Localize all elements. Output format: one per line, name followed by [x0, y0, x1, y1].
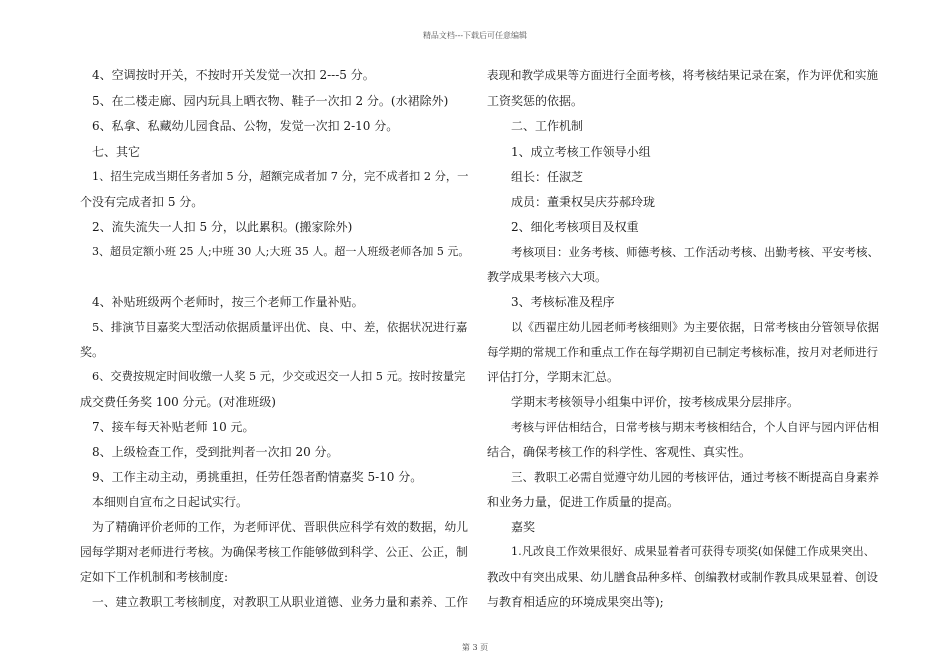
section-heading: 嘉奖: [511, 520, 536, 534]
text-line: 三、教职工必需自觉遵守幼儿园的考核评估，通过考核不断提高自身素养: [511, 470, 879, 484]
page-number: 第 3 页: [461, 643, 489, 652]
text-line: 工资奖惩的依据。: [487, 94, 584, 108]
text-line: 3、超员定额小班 25 人;中班 30 人;大班 35 人。超一人班级老师各加 5 元。: [92, 245, 470, 258]
text-line: 3、考核标准及程序: [511, 295, 615, 309]
text-line: 成交费任务奖 100 分元。(对准班级): [80, 395, 276, 409]
text-line: 奖。: [80, 345, 105, 359]
text-line: 7、接车每天补贴老师 10 元。: [92, 420, 255, 434]
text-line: 4、补贴班级两个老师时，按三个老师工作量补贴。: [92, 295, 364, 309]
text-line: 和业务力量，促进工作质量的提高。: [487, 495, 680, 509]
text-line: 1、招生完成当期任务者加 5 分，超额完成者加 7 分，完不成者扣 2 分，一: [92, 170, 469, 183]
text-line: 教改中有突出成果、幼儿膳食品种多样、创编教材或制作教具成果显着、创设: [487, 570, 878, 584]
text-line: 1、成立考核工作领导小组: [511, 145, 651, 159]
text-line: 每学期的常规工作和重点工作在每学期初自已制定考核标准，按月对老师进行: [487, 345, 878, 359]
text-line: 5、排演节目嘉奖大型活动依据质量评出优、良、中、差，依据状况进行嘉: [92, 320, 468, 334]
text-line: 6、交费按规定时间收缴一人奖 5 元，少交或迟交一人扣 5 元。按时按量完: [92, 370, 466, 383]
section-heading: 二、工作机制: [511, 119, 584, 133]
text-line: 以《西翟庄幼儿园老师考核细则》为主要依据，日常考核由分管领导依据: [511, 320, 879, 334]
text-line: 成员：董秉权吴庆芬郝玲珑: [511, 195, 656, 209]
text-line: 考核与评估相结合，日常考核与期末考核相结合，个人自评与园内评估相: [511, 420, 879, 434]
page-header: 精品文档---下载后可任意编辑: [422, 31, 528, 40]
text-line: 本细则自宣布之日起试实行。: [92, 495, 249, 509]
text-line: 园每学期对老师进行考核。为确保考核工作能够做到科学、公正、公正，制: [80, 545, 468, 559]
text-line: 为了精确评价老师的工作，为老师评优、晋职供应科学有效的数据，幼儿: [92, 520, 468, 534]
text-line: 个没有完成者扣 5 分。: [80, 195, 204, 209]
text-line: 8、上级检查工作，受到批判者一次扣 20 分。: [92, 445, 339, 459]
text-line: 定如下工作机制和考核制度:: [80, 570, 229, 584]
text-line: 教学成果考核六大项。: [487, 270, 608, 284]
text-line: 4、空调按时开关，不按时开关发觉一次扣 2---5 分。: [92, 68, 375, 82]
text-line: 一、建立教职工考核制度，对教职工从职业道德、业务力量和素养、工作: [92, 595, 468, 609]
text-line: 学期末考核领导小组集中评价，按考核成果分层排序。: [511, 395, 800, 409]
text-line: 组长：任淑芝: [511, 170, 584, 184]
text-line: 9、工作主动主动，勇挑重担，任劳任怨者酌情嘉奖 5-10 分。: [92, 470, 423, 484]
text-line: 2、细化考核项目及权重: [511, 220, 639, 234]
text-line: 2、流失流失一人扣 5 分，以此累积。(搬家除外): [92, 220, 353, 234]
text-line: 考核项目：业务考核、师德考核、工作活动考核、出勤考核、平安考核、: [511, 245, 879, 259]
text-line: 1.凡改良工作效果很好、成果显着者可获得专项奖(如保健工作成果突出、: [511, 545, 875, 558]
text-line: 结合，确保考核工作的科学性、客观性、真实性。: [487, 445, 752, 459]
text-line: 表现和教学成果等方面进行全面考核，将考核结果记录在案，作为评优和实施: [487, 68, 878, 82]
text-line: 评估打分，学期末汇总。: [487, 370, 620, 384]
section-heading: 七、其它: [92, 145, 141, 159]
text-line: 与教育相适应的环境成果突出等);: [487, 595, 664, 609]
text-line: 5、在二楼走廊、园内玩具上晒衣物、鞋子一次扣 2 分。(水裙除外): [92, 94, 449, 108]
text-line: 6、私拿、私藏幼儿园食品、公物，发觉一次扣 2-10 分。: [92, 119, 399, 133]
